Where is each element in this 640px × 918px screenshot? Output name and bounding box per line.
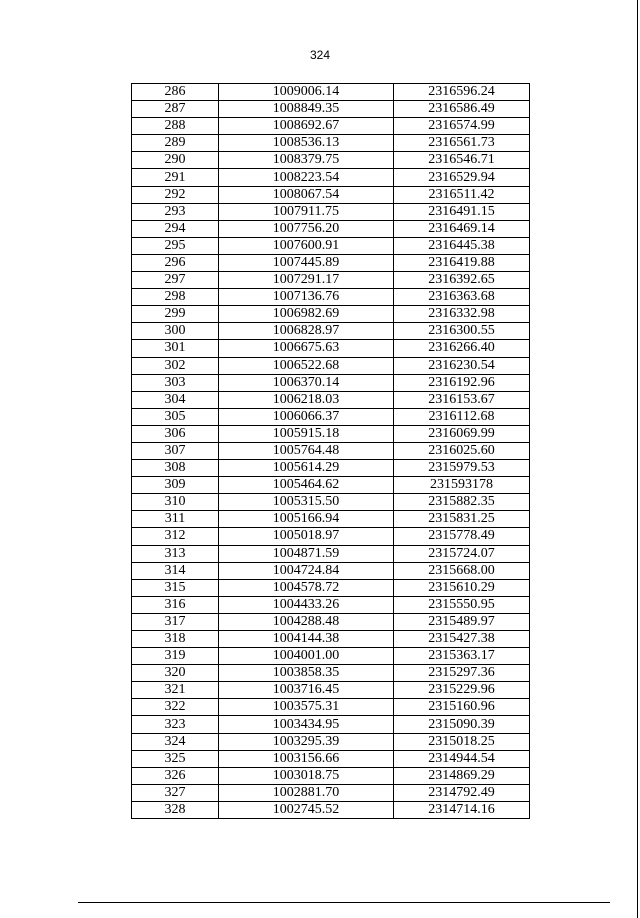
x-coordinate-cell: 1008223.54 — [219, 169, 394, 186]
point-number-cell: 293 — [132, 203, 219, 220]
point-number-cell: 296 — [132, 254, 219, 271]
bottom-divider — [78, 902, 610, 903]
table-row — [132, 272, 530, 289]
point-number-cell: 299 — [132, 306, 219, 323]
point-number-cell: 324 — [132, 733, 219, 750]
point-number-cell: 287 — [132, 101, 219, 118]
y-coordinate-cell: 2316069.99 — [394, 425, 530, 442]
point-number-cell: 315 — [132, 579, 219, 596]
table-row — [132, 340, 530, 357]
point-number-cell: 323 — [132, 716, 219, 733]
table-row — [132, 425, 530, 442]
table-row — [132, 699, 530, 716]
y-coordinate-cell: 2316491.15 — [394, 203, 530, 220]
y-coordinate-cell: 2314869.29 — [394, 767, 530, 784]
x-coordinate-cell: 1004288.48 — [219, 613, 394, 630]
y-coordinate-cell: 2315882.35 — [394, 494, 530, 511]
x-coordinate-cell: 1008692.67 — [219, 118, 394, 135]
y-coordinate-cell: 2315427.38 — [394, 631, 530, 648]
x-coordinate-cell: 1005315.50 — [219, 494, 394, 511]
x-coordinate-cell: 1003858.35 — [219, 665, 394, 682]
x-coordinate-cell: 1007911.75 — [219, 203, 394, 220]
table-row — [132, 613, 530, 630]
y-coordinate-cell: 2315724.07 — [394, 545, 530, 562]
table-row — [132, 682, 530, 699]
y-coordinate-cell: 2314792.49 — [394, 784, 530, 801]
y-coordinate-cell: 2315363.17 — [394, 648, 530, 665]
table-row — [132, 733, 530, 750]
table-row — [132, 631, 530, 648]
y-coordinate-cell: 2315979.53 — [394, 460, 530, 477]
y-coordinate-cell: 2315668.00 — [394, 562, 530, 579]
y-coordinate-cell: 2316561.73 — [394, 135, 530, 152]
y-coordinate-cell: 2316266.40 — [394, 340, 530, 357]
x-coordinate-cell: 1006522.68 — [219, 357, 394, 374]
x-coordinate-cell: 1007291.17 — [219, 272, 394, 289]
table-row — [132, 289, 530, 306]
point-number-cell: 289 — [132, 135, 219, 152]
y-coordinate-cell: 2315831.25 — [394, 511, 530, 528]
x-coordinate-cell: 1005764.48 — [219, 442, 394, 459]
x-coordinate-cell: 1003156.66 — [219, 750, 394, 767]
point-number-cell: 305 — [132, 408, 219, 425]
x-coordinate-cell: 1006370.14 — [219, 374, 394, 391]
table-row — [132, 579, 530, 596]
x-coordinate-cell: 1007600.91 — [219, 237, 394, 254]
x-coordinate-cell: 1007445.89 — [219, 254, 394, 271]
point-number-cell: 307 — [132, 442, 219, 459]
x-coordinate-cell: 1005464.62 — [219, 477, 394, 494]
point-number-cell: 297 — [132, 272, 219, 289]
table-row — [132, 665, 530, 682]
y-coordinate-cell: 2315090.39 — [394, 716, 530, 733]
point-number-cell: 328 — [132, 801, 219, 818]
y-coordinate-cell: 2315160.96 — [394, 699, 530, 716]
point-number-cell: 292 — [132, 186, 219, 203]
table-row — [132, 494, 530, 511]
x-coordinate-cell: 1006066.37 — [219, 408, 394, 425]
table-row — [132, 152, 530, 169]
point-number-cell: 308 — [132, 460, 219, 477]
table-row — [132, 306, 530, 323]
x-coordinate-cell: 1006675.63 — [219, 340, 394, 357]
y-coordinate-cell: 2316445.38 — [394, 237, 530, 254]
y-coordinate-cell: 2314714.16 — [394, 801, 530, 818]
y-coordinate-cell: 2316586.49 — [394, 101, 530, 118]
table-row — [132, 237, 530, 254]
x-coordinate-cell: 1004144.38 — [219, 631, 394, 648]
x-coordinate-cell: 1003716.45 — [219, 682, 394, 699]
point-number-cell: 306 — [132, 425, 219, 442]
x-coordinate-cell: 1005166.94 — [219, 511, 394, 528]
x-coordinate-cell: 1008067.54 — [219, 186, 394, 203]
table-row — [132, 716, 530, 733]
x-coordinate-cell: 1007756.20 — [219, 220, 394, 237]
table-row — [132, 750, 530, 767]
table-row — [132, 220, 530, 237]
x-coordinate-cell: 1007136.76 — [219, 289, 394, 306]
point-number-cell: 326 — [132, 767, 219, 784]
point-number-cell: 290 — [132, 152, 219, 169]
table-row — [132, 135, 530, 152]
point-number-cell: 303 — [132, 374, 219, 391]
y-coordinate-cell: 2316469.14 — [394, 220, 530, 237]
point-number-cell: 316 — [132, 596, 219, 613]
y-coordinate-cell: 2316529.94 — [394, 169, 530, 186]
table-row — [132, 323, 530, 340]
y-coordinate-cell: 2315297.36 — [394, 665, 530, 682]
table-row — [132, 101, 530, 118]
x-coordinate-cell: 1009006.14 — [219, 84, 394, 101]
table-row — [132, 408, 530, 425]
point-number-cell: 295 — [132, 237, 219, 254]
x-coordinate-cell: 1005018.97 — [219, 528, 394, 545]
y-coordinate-cell: 2316392.65 — [394, 272, 530, 289]
table-row — [132, 596, 530, 613]
x-coordinate-cell: 1002881.70 — [219, 784, 394, 801]
point-number-cell: 304 — [132, 391, 219, 408]
right-edge-line — [637, 0, 638, 918]
table-row — [132, 648, 530, 665]
y-coordinate-cell: 2316332.98 — [394, 306, 530, 323]
table-row — [132, 528, 530, 545]
coordinates-table — [131, 83, 530, 819]
table-row — [132, 357, 530, 374]
y-coordinate-cell: 2316363.68 — [394, 289, 530, 306]
y-coordinate-cell: 2315610.29 — [394, 579, 530, 596]
table-row — [132, 254, 530, 271]
table-row — [132, 511, 530, 528]
x-coordinate-cell: 1003018.75 — [219, 767, 394, 784]
table-row — [132, 84, 530, 101]
table-row — [132, 477, 530, 494]
table-row — [132, 784, 530, 801]
y-coordinate-cell: 2315778.49 — [394, 528, 530, 545]
point-number-cell: 321 — [132, 682, 219, 699]
point-number-cell: 318 — [132, 631, 219, 648]
point-number-cell: 314 — [132, 562, 219, 579]
x-coordinate-cell: 1005915.18 — [219, 425, 394, 442]
y-coordinate-cell: 231593178 — [394, 477, 530, 494]
x-coordinate-cell: 1004001.00 — [219, 648, 394, 665]
point-number-cell: 319 — [132, 648, 219, 665]
x-coordinate-cell: 1002745.52 — [219, 801, 394, 818]
point-number-cell: 291 — [132, 169, 219, 186]
y-coordinate-cell: 2316025.60 — [394, 442, 530, 459]
x-coordinate-cell: 1004871.59 — [219, 545, 394, 562]
table-row — [132, 169, 530, 186]
table-row — [132, 767, 530, 784]
table-row — [132, 203, 530, 220]
x-coordinate-cell: 1003295.39 — [219, 733, 394, 750]
table-row — [132, 391, 530, 408]
point-number-cell: 300 — [132, 323, 219, 340]
y-coordinate-cell: 2315018.25 — [394, 733, 530, 750]
y-coordinate-cell: 2316511.42 — [394, 186, 530, 203]
x-coordinate-cell: 1004433.26 — [219, 596, 394, 613]
x-coordinate-cell: 1003575.31 — [219, 699, 394, 716]
x-coordinate-cell: 1008379.75 — [219, 152, 394, 169]
point-number-cell: 320 — [132, 665, 219, 682]
table-row — [132, 118, 530, 135]
point-number-cell: 313 — [132, 545, 219, 562]
y-coordinate-cell: 2316153.67 — [394, 391, 530, 408]
y-coordinate-cell: 2315229.96 — [394, 682, 530, 699]
table-row — [132, 545, 530, 562]
coordinates-table-body — [132, 84, 530, 819]
y-coordinate-cell: 2316419.88 — [394, 254, 530, 271]
x-coordinate-cell: 1008849.35 — [219, 101, 394, 118]
point-number-cell: 309 — [132, 477, 219, 494]
y-coordinate-cell: 2316230.54 — [394, 357, 530, 374]
point-number-cell: 286 — [132, 84, 219, 101]
point-number-cell: 294 — [132, 220, 219, 237]
x-coordinate-cell: 1005614.29 — [219, 460, 394, 477]
point-number-cell: 312 — [132, 528, 219, 545]
x-coordinate-cell: 1004724.84 — [219, 562, 394, 579]
x-coordinate-cell: 1004578.72 — [219, 579, 394, 596]
y-coordinate-cell: 2316546.71 — [394, 152, 530, 169]
table-row — [132, 186, 530, 203]
y-coordinate-cell: 2316596.24 — [394, 84, 530, 101]
y-coordinate-cell: 2316574.99 — [394, 118, 530, 135]
point-number-cell: 301 — [132, 340, 219, 357]
table-row — [132, 801, 530, 818]
table-row — [132, 460, 530, 477]
x-coordinate-cell: 1006982.69 — [219, 306, 394, 323]
point-number-cell: 327 — [132, 784, 219, 801]
x-coordinate-cell: 1008536.13 — [219, 135, 394, 152]
y-coordinate-cell: 2315489.97 — [394, 613, 530, 630]
table-row — [132, 442, 530, 459]
y-coordinate-cell: 2316300.55 — [394, 323, 530, 340]
point-number-cell: 311 — [132, 511, 219, 528]
x-coordinate-cell: 1003434.95 — [219, 716, 394, 733]
page-number: 324 — [309, 48, 331, 62]
y-coordinate-cell: 2315550.95 — [394, 596, 530, 613]
point-number-cell: 302 — [132, 357, 219, 374]
x-coordinate-cell: 1006218.03 — [219, 391, 394, 408]
point-number-cell: 288 — [132, 118, 219, 135]
point-number-cell: 310 — [132, 494, 219, 511]
table-row — [132, 374, 530, 391]
point-number-cell: 298 — [132, 289, 219, 306]
y-coordinate-cell: 2314944.54 — [394, 750, 530, 767]
x-coordinate-cell: 1006828.97 — [219, 323, 394, 340]
y-coordinate-cell: 2316112.68 — [394, 408, 530, 425]
table-row — [132, 562, 530, 579]
y-coordinate-cell: 2316192.96 — [394, 374, 530, 391]
point-number-cell: 325 — [132, 750, 219, 767]
point-number-cell: 322 — [132, 699, 219, 716]
point-number-cell: 317 — [132, 613, 219, 630]
